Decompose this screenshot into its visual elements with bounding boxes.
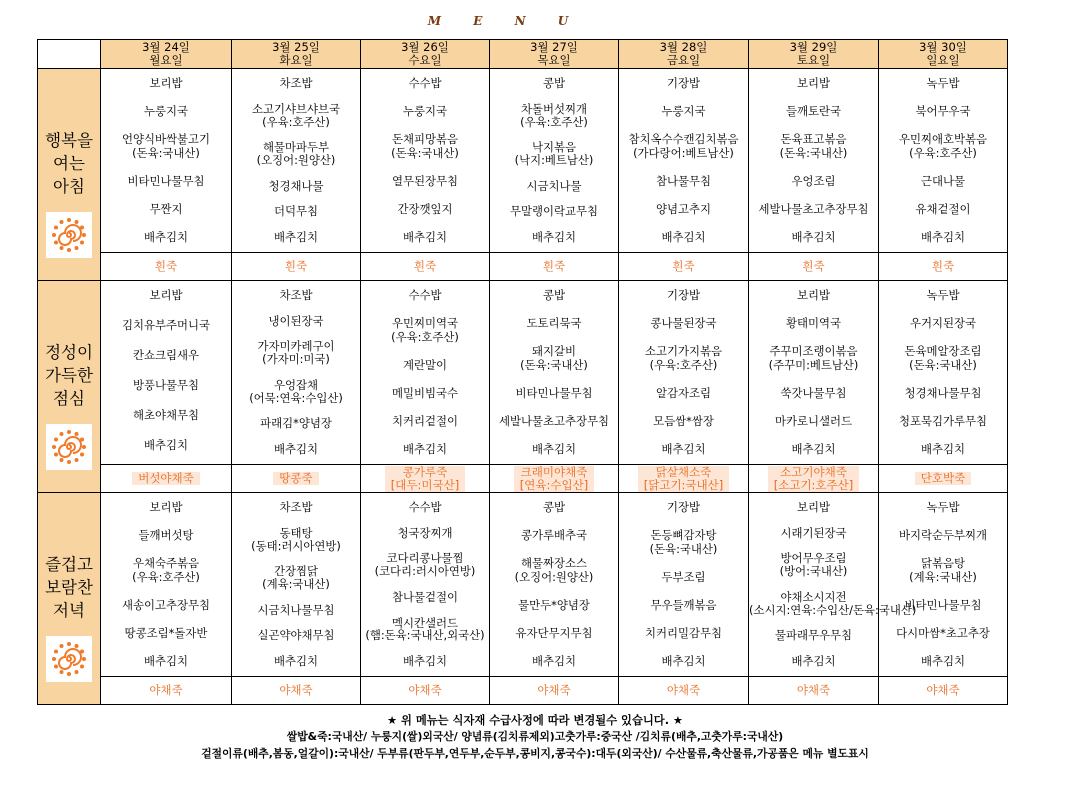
dish-item: 세발나물초고추장무침 [498,413,610,428]
menu-cell [361,493,490,677]
dish-item: 참치옥수수캔김치볶음 [628,131,739,146]
porridge-box [514,466,594,492]
dish-item: 녹두밥 [926,76,960,90]
porridge-name: 닭살채소죽 [655,464,712,479]
origin-note: (주꾸미:베트남산) [768,357,859,372]
porridge-cell [619,677,749,705]
day-header [619,40,749,69]
dish-item: 치커리겉절이 [391,413,459,428]
dish-item: 누룽지국 [143,103,188,118]
menu-cell [490,69,619,253]
dish-item: 유채겉절이 [915,201,971,216]
porridge-box [273,472,318,485]
dish-item: 땅콩조림*돌자반 [124,625,208,640]
menu-cell [490,281,619,465]
meal-row [38,493,1008,677]
meal-row [38,281,1008,465]
dish-item: 누룽지국 [661,103,706,118]
porridge-cell [232,465,361,493]
porridge-origin: [닭고기:국내산] [643,477,724,492]
day-date: 3월 24일 [142,40,190,54]
menu-cell [879,69,1008,253]
day-header [490,40,619,69]
dish-item: 주꾸미조랭이볶음 [769,343,858,358]
porridge-cell [361,465,490,493]
dish-item: 실곤약야채무침 [257,628,335,643]
dish-item: 비타민나물무침 [515,385,593,400]
dish-item: 청경채나물 [268,178,324,193]
dish-item: 무우들깨볶음 [650,597,717,612]
dish-item: 물파래무우무침 [774,628,853,643]
menu-cell [101,69,232,253]
porridge-cell [749,677,879,705]
origin-note: (우육:호주산) [909,145,977,160]
menu-cell [879,281,1008,465]
porridge-cell [879,677,1008,705]
porridge-name: 흰죽 [672,259,695,273]
dish-item: 언양식바싹불고기 [121,131,211,146]
dish-item: 배추김치 [661,653,706,668]
menu-cell [879,493,1008,677]
dish-item: 배추김치 [273,230,318,244]
porridge-name: 야채죽 [149,683,183,697]
meal-label-line: 행복을 [45,131,93,150]
dish-item: 누룽지국 [402,103,447,118]
dish-item: 보리밥 [796,500,830,514]
menu-cell [749,493,917,677]
meal-label [38,493,101,705]
dish-item: 배추김치 [143,653,188,668]
dish-item: 녹두밥 [926,288,960,302]
dish-item: 기장밥 [666,288,700,302]
porridge-cell [361,677,490,705]
porridge-cell [490,465,619,493]
day-weekday: 목요일 [537,53,571,67]
origin-note: (코다리:러시아연방) [374,564,476,579]
meal-label-line: 가득한 [45,366,93,385]
dish-item: 닭볶음탕 [920,555,965,570]
porridge-cell [101,253,232,281]
meal-label-line: 보람찬 [45,578,93,597]
origin-note: (우육:호주산) [649,357,718,372]
porridge-cell [232,677,361,705]
origin-note: (어묵:연육:수입산) [249,390,343,405]
porridge-name: 야채죽 [408,683,442,697]
day-header [361,40,490,69]
menu-cell [619,69,749,253]
dish-item: 냉이된장국 [268,313,324,328]
day-weekday: 금요일 [666,53,701,67]
dish-item: 유자단무지무침 [515,625,593,640]
porridge-name: 단호박죽 [920,471,966,485]
sun-spiral-icon [46,424,92,470]
dish-item: 다시마쌈*초고추장 [896,625,990,640]
dish-item: 참나물겉절이 [391,589,459,604]
dish-item: 들깨토란국 [785,103,842,118]
day-header-row [38,40,1008,69]
porridge-cell [879,465,1008,493]
origin-note: (방어:국내산) [779,564,848,579]
dish-item: 가자미카레구이 [257,339,335,354]
dish-item: 시금치나물무침 [257,602,335,617]
meal-row [38,69,1008,253]
origin-note: (동태:러시아연방) [251,538,341,553]
dish-item: 우엉조림 [791,173,836,188]
dish-item: 배추김치 [920,441,965,456]
dish-item: 간장찜닭 [273,564,318,579]
dish-item: 배추김치 [661,441,706,456]
porridge-name: 흰죽 [802,259,825,273]
sun-spiral-icon [46,636,92,682]
dish-item: 보리밥 [149,288,183,302]
dish-item: 소고기샤브샤브국 [251,101,341,116]
dish-item: 배추김치 [402,441,447,456]
porridge-name: 콩가루죽 [402,464,448,479]
dish-item: 청포묵김가루무침 [898,413,988,428]
porridge-cell [749,465,879,493]
menu-cell [101,493,232,677]
porridge-row [38,677,1008,705]
porridge-cell [879,253,1008,281]
dish-item: 근대나물 [920,173,965,188]
porridge-name: 소고기야채죽 [780,464,847,479]
porridge-name: 야채죽 [537,683,571,697]
menu-title: M E N U [427,14,583,28]
dish-item: 세발나물초고추장무침 [758,201,869,216]
dish-item: 도토리묵국 [526,315,582,330]
dish-item: 콩밥 [542,500,565,514]
porridge-cell [619,465,749,493]
origin-note: (돈육:국내산) [909,357,977,372]
porridge-name: 흰죽 [931,259,955,273]
dish-item: 새송이고추장무침 [121,597,211,612]
menu-table [37,39,1008,705]
dish-item: 멕시칸샐러드 [391,615,459,630]
porridge-name: 흰죽 [284,259,308,273]
porridge-name: 땅콩죽 [279,471,313,485]
porridge-cell [619,253,749,281]
dish-item: 메밀비빔국수 [391,385,459,400]
dish-item: 수수밥 [408,76,442,90]
dish-item: 방풍나물무침 [132,378,200,392]
day-weekday: 일요일 [926,53,960,67]
origin-note: (우육:호주산) [262,114,330,129]
porridge-box [361,684,489,697]
porridge-box [879,684,1007,697]
porridge-box [132,472,200,485]
dish-item: 칸쇼크림새우 [132,348,200,362]
dish-item: 김치유부주머니국 [121,318,211,332]
porridge-origin: [소고기:호주산] [773,477,854,492]
day-weekday: 화요일 [279,53,313,67]
menu-cell [749,281,879,465]
dish-item: 배추김치 [791,654,836,668]
porridge-cell [101,677,232,705]
dish-item: 보리밥 [796,76,830,90]
dish-item: 양념고추지 [655,201,712,216]
dish-item: 모듬쌈*쌈장 [653,413,714,428]
day-weekday: 수요일 [408,53,442,67]
menu-cell [101,281,232,465]
origin-note: (오징어:원양산) [514,569,594,584]
origin-note: (가다랑어:베트남산) [633,145,734,160]
dish-item: 기장밥 [666,500,700,514]
notice-line: ★ 위 메뉴는 식자재 수급사정에 따라 변경될수 있습니다. ★ [386,714,684,727]
dish-item: 청국장찌개 [397,525,453,540]
dish-item: 콩밥 [542,288,565,302]
dish-item: 시래기된장국 [780,525,847,540]
dish-item: 콩나물된장국 [650,315,717,330]
dish-item: 청경채나물무침 [904,385,982,400]
porridge-box [361,260,489,273]
dish-item: 물만두*양념장 [518,597,590,612]
dish-item: 수수밥 [408,288,442,302]
porridge-box [638,466,730,492]
day-weekday: 토요일 [796,53,831,67]
day-header [879,40,1008,69]
day-header [749,40,879,69]
dish-item: 낙지볶음 [531,140,576,155]
porridge-cell [101,465,232,493]
dish-item: 돼지갈비 [531,343,576,358]
porridge-box [749,684,878,697]
dish-item: 마카로니샐러드 [774,413,853,428]
porridge-box [619,260,748,273]
porridge-name: 흰죽 [413,259,437,273]
meal-label-line: 저녁 [53,601,85,620]
day-header [232,40,361,69]
dish-item: 배추김치 [920,653,965,668]
porridge-name: 야채죽 [796,683,831,697]
day-header [101,40,232,69]
dish-item: 배추김치 [531,441,576,456]
dish-item: 우채숙주볶음 [132,555,200,570]
dish-item: 돈등뼈감자탕 [650,527,717,542]
origin-note: (우육:호주산) [132,569,200,584]
dish-item: 해초야채무침 [132,408,200,422]
porridge-box [879,260,1007,273]
dish-item: 우민찌애호박볶음 [898,131,988,146]
day-date: 3월 29일 [789,40,838,54]
menu-cell [619,493,749,677]
dish-item: 배추김치 [273,654,318,668]
dish-item: 배추김치 [920,229,965,244]
day-date: 3월 30일 [919,40,967,54]
sun-spiral-icon [46,212,92,258]
porridge-box [619,684,748,697]
porridge-box [101,684,231,697]
origin-note: (돈육:국내산) [132,145,200,160]
meal-label [38,281,101,493]
dish-item: 비타민나물무침 [127,173,205,188]
porridge-name: 야채죽 [926,683,960,697]
dish-item: 바지락순두부찌개 [898,527,988,542]
menu-cell [619,281,749,465]
origin-note: (우육:호주산) [520,114,588,129]
dish-item: 시금치나물 [526,178,582,193]
dish-item: 들깨버섯탕 [138,527,194,542]
meal-label-line: 점심 [53,389,85,408]
meal-label-line: 정성이 [45,343,93,362]
origin-note: (소시지:연육:수입산/돈육:국내산) [749,602,917,617]
dish-item: 녹두밥 [926,500,960,514]
menu-body [38,69,1008,705]
meal-label [38,69,101,281]
porridge-box [749,260,878,273]
dish-item: 북어무우국 [915,103,971,118]
porridge-row [38,253,1008,281]
dish-item: 보리밥 [149,76,183,90]
dish-item: 참나물무침 [655,173,712,188]
porridge-name: 크래미야채죽 [520,464,588,479]
origin-note: (낙지:베트남산) [514,153,594,167]
dish-item: 배추김치 [402,654,447,668]
dish-item: 치커리밀감무침 [644,625,723,640]
origin-note: (돈육:국내산) [520,357,588,372]
day-date: 3월 25일 [272,40,320,54]
porridge-cell [232,253,361,281]
dish-item: 돈육메알장조림 [904,343,982,358]
day-date: 3월 28일 [659,40,708,54]
dish-item: 차조밥 [279,288,313,302]
dish-item: 알감자조림 [655,385,712,400]
dish-item: 더덕무침 [273,204,318,219]
dish-item: 배추김치 [661,229,706,244]
dish-item: 무짠지 [149,201,183,216]
menu-cell [490,493,619,677]
porridge-box [232,260,360,273]
dish-item: 우민찌미역국 [391,315,459,330]
dish-item: 무말랭이락교무침 [509,204,599,219]
porridge-box [490,260,618,273]
porridge-box [101,260,231,273]
menu-cell [361,281,490,465]
origin-note: (가자미:미국) [262,352,330,367]
porridge-box [232,684,360,697]
meal-label-line: 여는 [53,154,85,173]
porridge-box [490,684,618,697]
dish-item: 배추김치 [531,230,576,244]
dish-item: 돈채피망볶음 [391,131,459,146]
porridge-cell [490,253,619,281]
dish-item: 두부조림 [661,569,706,584]
porridge-cell [749,253,879,281]
dish-item: 동태탕 [279,525,313,540]
dish-item: 배추김치 [791,229,836,244]
menu-cell [232,69,361,253]
dish-item: 배추김치 [531,653,576,668]
porridge-name: 버섯야채죽 [138,471,194,485]
origin-note: (돈육:국내산) [779,145,848,160]
dish-item: 해물마파두부 [262,140,330,155]
corner-cell [38,40,101,69]
porridge-cell [490,677,619,705]
menu-cell [361,69,490,253]
porridge-origin: [대두:미국산] [390,477,460,492]
dish-item: 돈육표고볶음 [780,131,847,146]
porridge-name: 야채죽 [666,683,701,697]
origin-note: (계육:국내산) [909,569,977,584]
porridge-name: 흰죽 [542,259,566,273]
menu-cell [749,69,879,253]
origin-note: (돈육:국내산) [649,541,718,556]
meal-label-line: 아침 [53,177,85,196]
dish-item: 배추김치 [143,229,188,244]
porridge-cell [361,253,490,281]
dish-item: 수수밥 [408,500,442,514]
porridge-name: 야채죽 [279,683,313,697]
dish-item: 콩가루배추국 [520,527,588,542]
porridge-name: 흰죽 [154,259,178,273]
origin-note: (오징어:원양산) [256,153,336,167]
porridge-row [38,465,1008,493]
porridge-origin: [연육:수입산] [519,477,589,492]
origin-line-2: 겉절이류(배추,봄동,얼갈이):국내산/ 두부류(판두부,연두부,순두부,콩비지,콩국수):대두(외국산)/ 수산물류,축산물류,가공품은 메뉴 별도표시 [201,747,869,760]
porridge-box [385,466,465,492]
dish-item: 차조밥 [279,500,313,514]
dish-item: 파래김*양념장 [260,416,332,431]
dish-item: 우엉잡채 [273,377,318,392]
dish-item: 기장밥 [666,76,700,90]
menu-cell [232,281,361,465]
day-date: 3월 27일 [530,40,578,54]
dish-item: 야채소시지전 [780,589,847,604]
dish-item: 방어무우조림 [780,551,847,566]
dish-item: 해물짜장소스 [520,555,588,570]
origin-note: (돈육:국내산) [391,145,459,160]
origin-line-1: 쌀밥&죽:국내산/ 누룽지(쌀)외국산/ 양념류(김치류제외)고춧가루:중국산 /김치류(배추,고춧가루:국내산) [286,730,784,743]
dish-item: 배추김치 [791,441,836,456]
dish-item: 배추김치 [273,442,318,456]
dish-item: 보리밥 [796,288,830,302]
origin-note: (우육:호주산) [391,329,459,344]
dish-item: 우거지된장국 [909,315,977,330]
dish-item: 쑥갓나물무침 [780,385,847,400]
dish-item: 콩밥 [542,76,565,90]
dish-item: 차돌버섯찌개 [520,101,588,116]
dish-item: 간장깻잎지 [397,201,453,216]
dish-item: 황태미역국 [785,315,842,330]
menu-cell [232,493,361,677]
meal-label-line: 즐겁고 [45,555,93,574]
day-date: 3월 26일 [401,40,449,54]
dish-item: 배추김치 [402,229,447,244]
dish-item: 보리밥 [149,500,183,514]
origin-note: (계육:국내산) [262,577,330,591]
dish-item: 코다리콩나물찜 [386,551,464,566]
dish-item: 계란말이 [402,357,447,372]
porridge-box [915,472,971,485]
dish-item: 차조밥 [279,76,313,90]
origin-note: (햄:돈육:국내산,외국산) [365,628,485,643]
dish-item: 열무된장무침 [391,173,459,188]
dish-item: 소고기가지볶음 [644,343,723,358]
dish-item: 배추김치 [143,438,188,452]
day-weekday: 월요일 [149,53,183,67]
dish-item: 비타민나물무침 [904,597,982,612]
porridge-box [768,466,860,492]
